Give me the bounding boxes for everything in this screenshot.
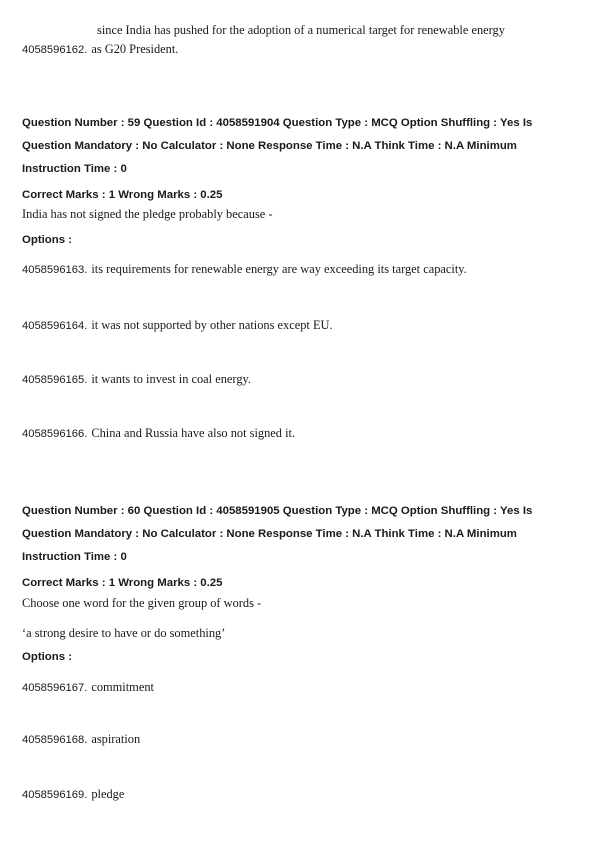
option-row [22,370,251,388]
option-id: 4058596164. [22,320,88,332]
question-header-line2: Question Mandatory : No Calculator : None Response Time : N.A Think Time : N.A Minimum [22,140,517,152]
question-header-line1: Question Number : 60 Question Id : 4058591905 Question Type : MCQ Option Shuffling : Yes Is [22,505,533,517]
question-text: Choose one word for the given group of words - [22,596,262,610]
option-text: pledge [91,787,125,801]
option-id: 4058596165. [22,374,88,386]
option-row [22,730,140,748]
marks-line: Correct Marks : 1 Wrong Marks : 0.25 [22,577,223,589]
option-id: 4058596166. [22,428,88,440]
question-header-line1: Question Number : 59 Question Id : 4058591904 Question Type : MCQ Option Shuffling : Yes Is [22,117,533,129]
option-row [22,424,295,442]
option-text: its requirements for renewable energy are way exceeding its target capacity. [91,262,467,276]
question-header-line2: Question Mandatory : No Calculator : None Response Time : N.A Think Time : N.A Minimum [22,528,517,540]
option-row [22,40,178,58]
marks-line: Correct Marks : 1 Wrong Marks : 0.25 [22,189,223,201]
option-row [22,785,124,803]
question-header-line3: Instruction Time : 0 [22,163,127,175]
option-text: as G20 President. [91,42,179,56]
option-text: China and Russia have also not signed it. [91,426,296,440]
continuation-text: since India has pushed for the adoption of a numerical target for renewable energy [97,23,505,37]
option-id: 4058596162. [22,44,88,56]
option-id: 4058596169. [22,789,88,801]
option-id: 4058596163. [22,264,88,276]
option-id: 4058596168. [22,734,88,746]
options-label: Options : [22,651,72,663]
question-header-line3: Instruction Time : 0 [22,551,127,563]
option-row [22,260,467,278]
option-row [22,316,333,334]
option-text: commitment [91,680,154,694]
option-text: it was not supported by other nations except EU. [91,318,333,332]
option-text: aspiration [91,732,141,746]
option-row [22,678,154,696]
question-text: India has not signed the pledge probably because - [22,207,273,221]
options-label: Options : [22,234,72,246]
option-id: 4058596167. [22,682,88,694]
quoted-phrase: ‘a strong desire to have or do something’ [22,626,226,640]
option-text: it wants to invest in coal energy. [91,372,251,386]
